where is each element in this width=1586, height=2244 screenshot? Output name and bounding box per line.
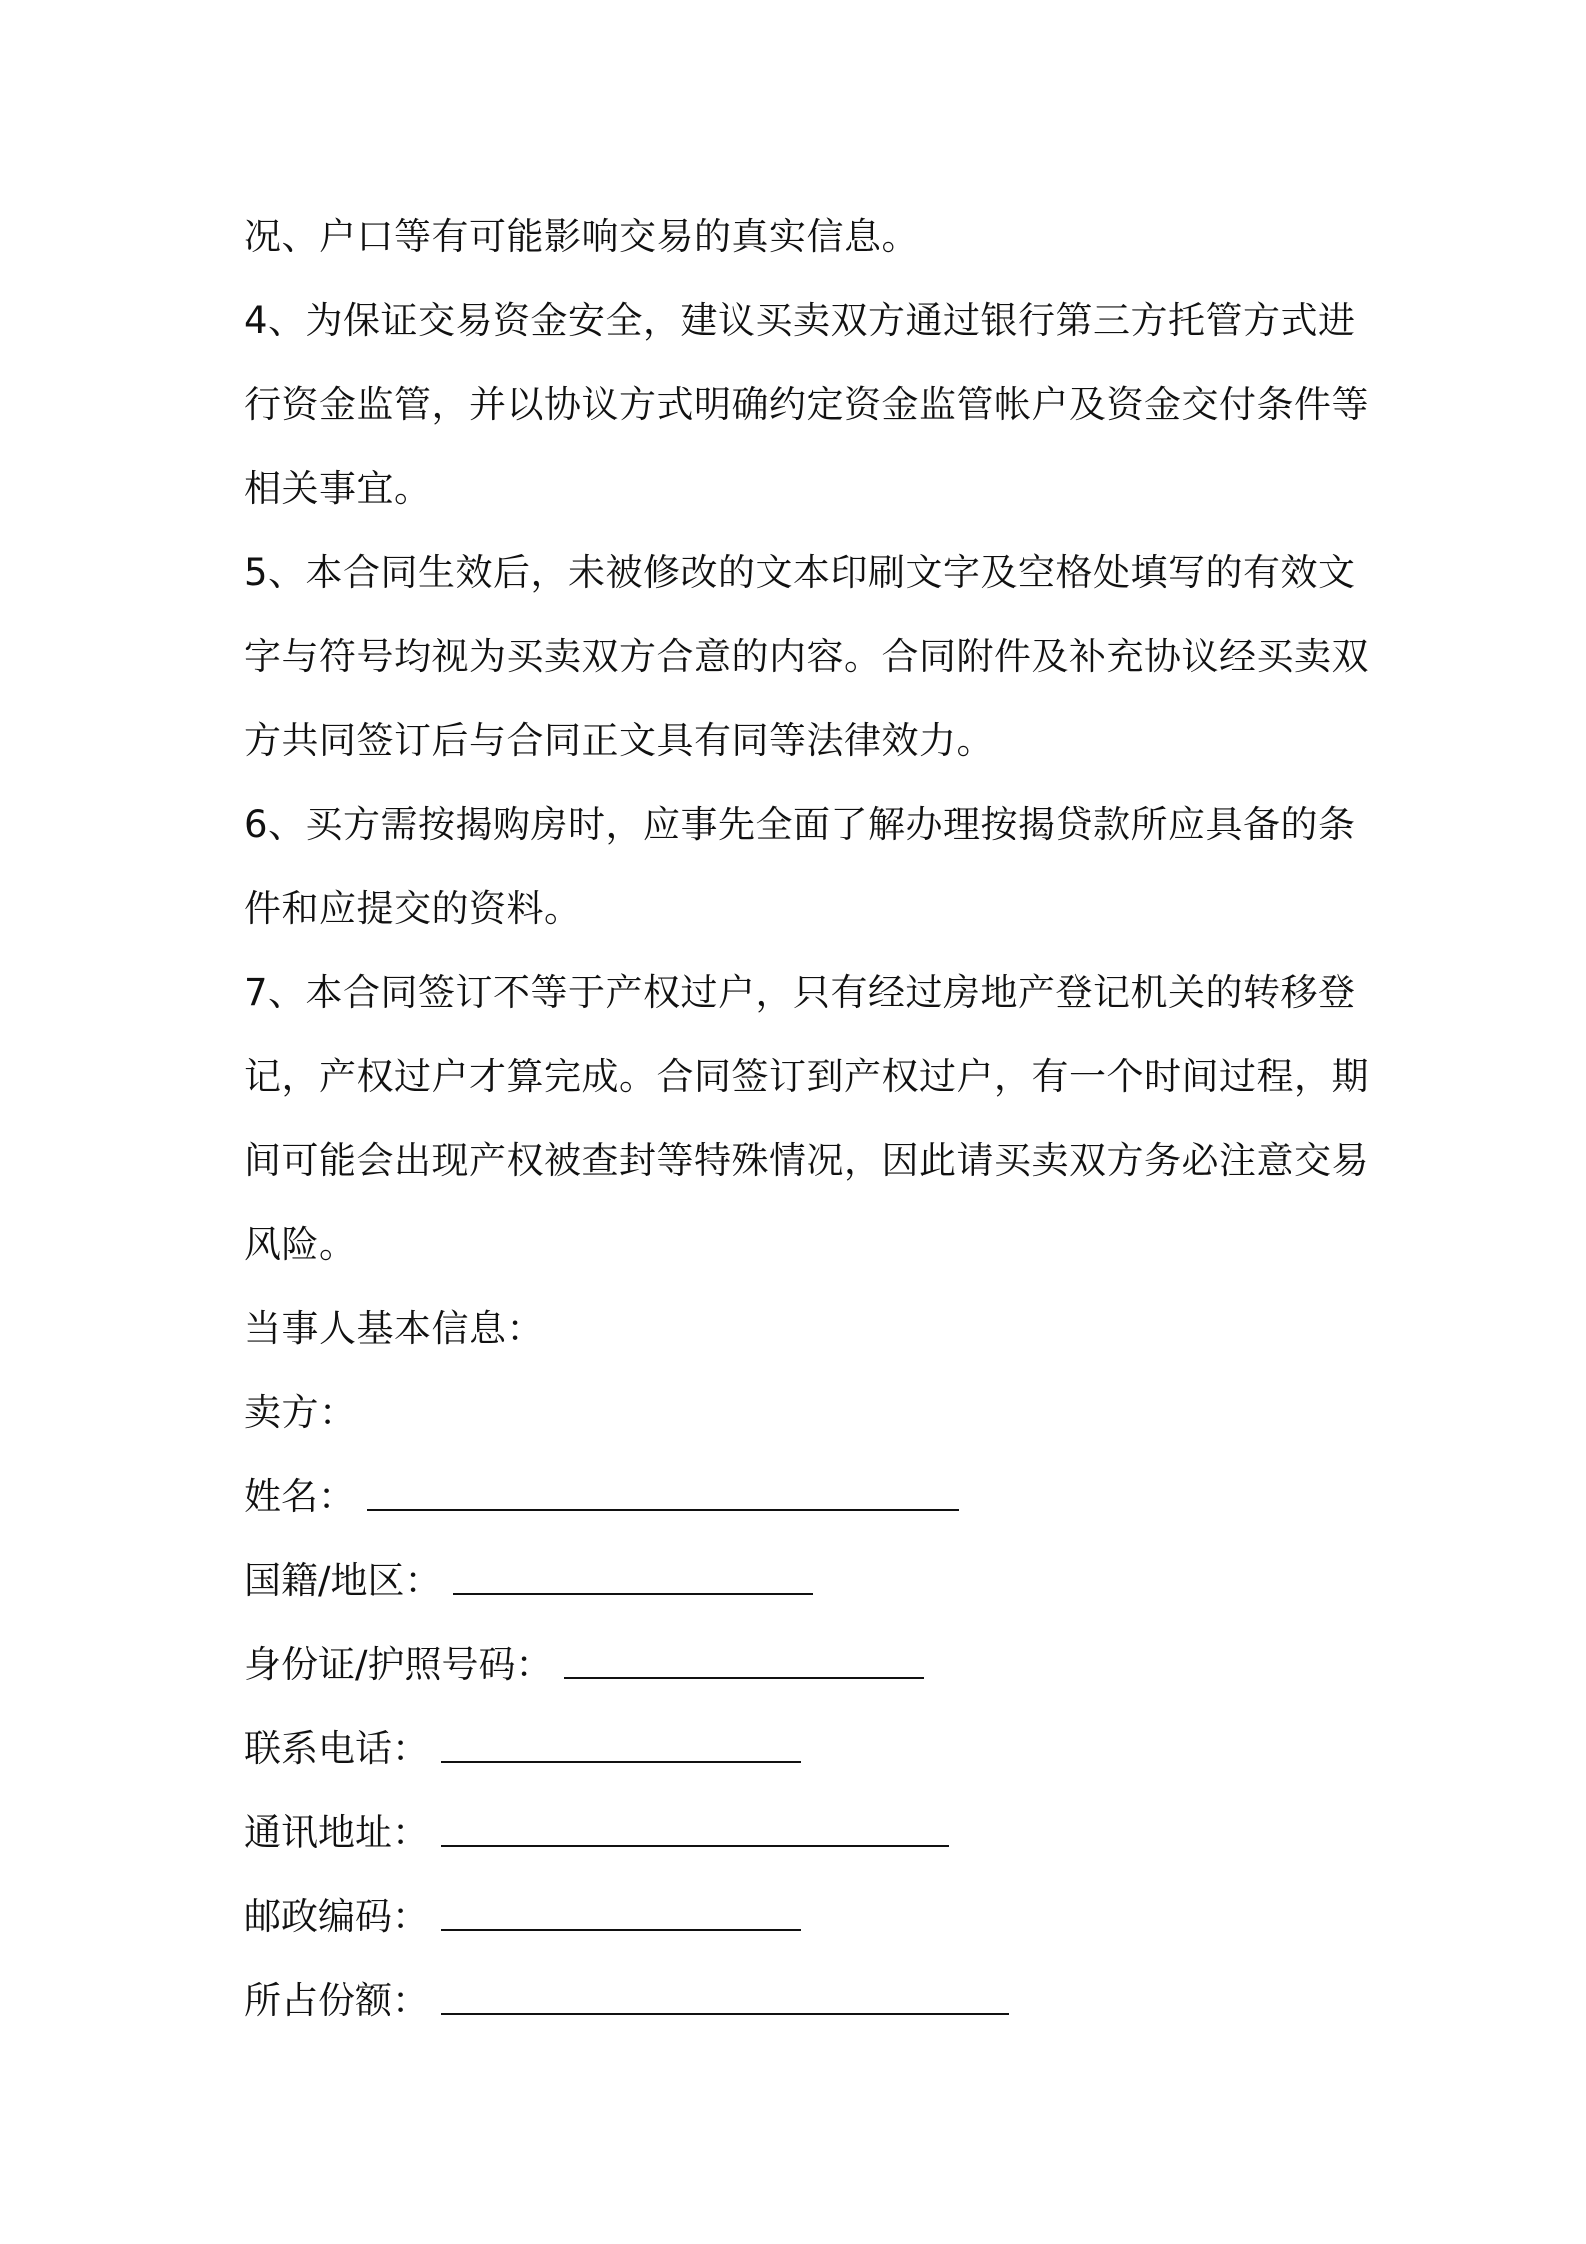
text-line: 相关事宜。 [244,467,432,510]
nationality-blank[interactable] [453,1593,813,1595]
id-number-field[interactable] [244,1623,1364,1707]
name-label: 姓名： [244,1475,355,1518]
postcode-field[interactable] [244,1875,1364,1959]
clause-6 [244,783,1364,951]
phone-blank[interactable] [441,1761,801,1763]
id-number-label: 身份证/护照号码： [244,1643,553,1686]
share-field[interactable] [244,1959,1364,2043]
name-blank[interactable] [367,1509,959,1511]
text-line: 风险。 [244,1223,357,1266]
text-line: 6、买方需按揭购房时，应事先全面了解办理按揭贷款所应具备的条 [244,803,1356,846]
text-line: 7、本合同签订不等于产权过户，只有经过房地产登记机关的转移登 [244,971,1356,1014]
clause-7 [244,951,1369,1287]
text-line: 方共同签订后与合同正文具有同等法律效力。 [244,719,994,762]
address-label: 通讯地址： [244,1811,429,1854]
id-number-blank[interactable] [564,1677,924,1679]
phone-field[interactable] [244,1707,1364,1791]
seller-heading: 卖方： [244,1391,357,1434]
nationality-field[interactable] [244,1539,1364,1623]
share-label: 所占份额： [244,1979,429,2022]
share-blank[interactable] [441,2013,1009,2015]
postcode-blank[interactable] [441,1929,801,1931]
text-line: 4、为保证交易资金安全，建议买卖双方通过银行第三方托管方式进 [244,299,1356,342]
text-line: 况、户口等有可能影响交易的真实信息。 [244,215,919,258]
document-body [244,195,1369,2043]
text-line: 记，产权过户才算完成。合同签订到产权过户，有一个时间过程，期 [244,1055,1369,1098]
nationality-label: 国籍/地区： [244,1559,442,1602]
clause-4 [244,279,1369,531]
text-line: 5、本合同生效后，未被修改的文本印刷文字及空格处填写的有效文 [244,551,1356,594]
address-blank[interactable] [441,1845,949,1847]
text-line: 字与符号均视为买卖双方合意的内容。合同附件及补充协议经买卖双 [244,635,1369,678]
text-line: 件和应提交的资料。 [244,887,582,930]
text-line: 行资金监管，并以协议方式明确约定资金监管帐户及资金交付条件等 [244,383,1369,426]
text-line: 间可能会出现产权被查封等特殊情况，因此请买卖双方务必注意交易 [244,1139,1369,1182]
postcode-label: 邮政编码： [244,1895,429,1938]
address-field[interactable] [244,1791,1364,1875]
name-field[interactable] [244,1455,1364,1539]
paragraph-intro-tail [244,195,1364,279]
clause-5 [244,531,1369,783]
phone-label: 联系电话： [244,1727,429,1770]
parties-heading: 当事人基本信息： [244,1307,544,1350]
